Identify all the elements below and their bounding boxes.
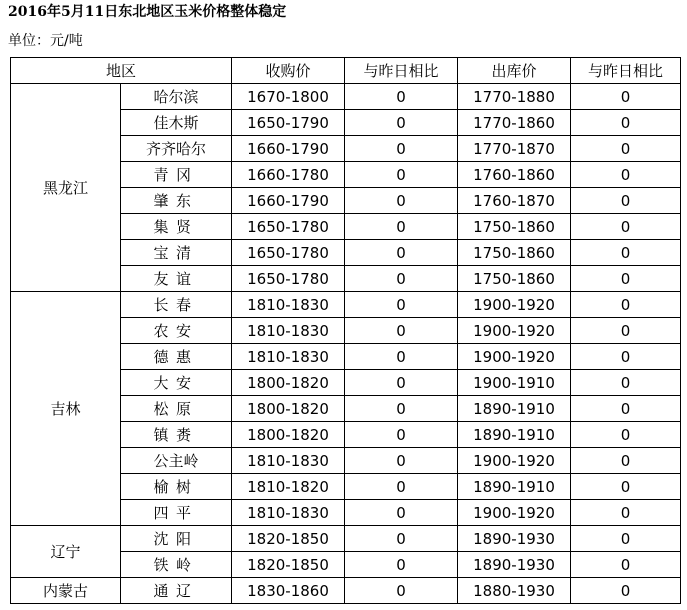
table-row xyxy=(11,84,681,110)
outbound-change-cell: 0 xyxy=(571,136,681,162)
outbound-change-cell: 0 xyxy=(571,214,681,240)
purchase-change-cell: 0 xyxy=(345,292,458,318)
outbound-change-cell: 0 xyxy=(571,526,681,552)
purchase-change-cell: 0 xyxy=(345,214,458,240)
table-row xyxy=(11,292,681,318)
outbound-change-cell: 0 xyxy=(571,396,681,422)
outbound-change-cell: 0 xyxy=(571,162,681,188)
purchase-change-cell: 0 xyxy=(345,110,458,136)
outbound-change-cell: 0 xyxy=(571,318,681,344)
page-title: 2016年5月11日东北地区玉米价格整体稳定 xyxy=(8,4,287,20)
outbound-price-cell: 1900-1920 xyxy=(458,318,571,344)
outbound-price-cell: 1900-1920 xyxy=(458,448,571,474)
outbound-price-cell: 1900-1910 xyxy=(458,370,571,396)
purchase-change-cell: 0 xyxy=(345,162,458,188)
table-row xyxy=(11,526,681,552)
outbound-change-cell: 0 xyxy=(571,240,681,266)
city-cell: 四平 xyxy=(121,500,232,526)
purchase-price-cell: 1650-1780 xyxy=(232,266,345,292)
purchase-change-cell: 0 xyxy=(345,396,458,422)
purchase-price-cell: 1800-1820 xyxy=(232,396,345,422)
outbound-change-cell: 0 xyxy=(571,84,681,110)
city-cell: 齐齐哈尔 xyxy=(121,136,232,162)
outbound-price-cell: 1890-1910 xyxy=(458,396,571,422)
purchase-price-cell: 1810-1830 xyxy=(232,344,345,370)
outbound-change-cell: 0 xyxy=(571,474,681,500)
city-cell: 集贤 xyxy=(121,214,232,240)
purchase-price-cell: 1810-1820 xyxy=(232,474,345,500)
city-cell: 青冈 xyxy=(121,162,232,188)
city-cell: 长春 xyxy=(121,292,232,318)
purchase-price-cell: 1660-1790 xyxy=(232,136,345,162)
outbound-change-cell: 0 xyxy=(571,448,681,474)
city-cell: 哈尔滨 xyxy=(121,84,232,110)
province-cell: 辽宁 xyxy=(11,526,121,578)
outbound-price-cell: 1750-1860 xyxy=(458,266,571,292)
city-cell: 松原 xyxy=(121,396,232,422)
header-purchase-change: 与昨日相比 xyxy=(345,58,458,84)
city-cell: 大安 xyxy=(121,370,232,396)
table-body xyxy=(11,84,681,604)
city-cell: 铁岭 xyxy=(121,552,232,578)
outbound-price-cell: 1760-1870 xyxy=(458,188,571,214)
city-cell: 镇赉 xyxy=(121,422,232,448)
table-row xyxy=(11,578,681,604)
purchase-price-cell: 1810-1830 xyxy=(232,318,345,344)
header-purchase-price: 收购价 xyxy=(232,58,345,84)
purchase-price-cell: 1670-1800 xyxy=(232,84,345,110)
province-cell: 黑龙江 xyxy=(11,84,121,292)
purchase-price-cell: 1820-1850 xyxy=(232,526,345,552)
purchase-change-cell: 0 xyxy=(345,448,458,474)
outbound-price-cell: 1890-1930 xyxy=(458,526,571,552)
purchase-change-cell: 0 xyxy=(345,526,458,552)
purchase-change-cell: 0 xyxy=(345,318,458,344)
purchase-price-cell: 1650-1780 xyxy=(232,240,345,266)
purchase-change-cell: 0 xyxy=(345,552,458,578)
city-cell: 佳木斯 xyxy=(121,110,232,136)
city-cell: 公主岭 xyxy=(121,448,232,474)
outbound-change-cell: 0 xyxy=(571,422,681,448)
outbound-price-cell: 1770-1870 xyxy=(458,136,571,162)
outbound-price-cell: 1890-1910 xyxy=(458,474,571,500)
purchase-change-cell: 0 xyxy=(345,240,458,266)
province-cell: 内蒙古 xyxy=(11,578,121,604)
city-cell: 通辽 xyxy=(121,578,232,604)
outbound-change-cell: 0 xyxy=(571,344,681,370)
city-cell: 宝清 xyxy=(121,240,232,266)
province-cell: 吉林 xyxy=(11,292,121,526)
purchase-change-cell: 0 xyxy=(345,84,458,110)
purchase-change-cell: 0 xyxy=(345,422,458,448)
city-cell: 榆树 xyxy=(121,474,232,500)
outbound-price-cell: 1770-1880 xyxy=(458,84,571,110)
purchase-price-cell: 1810-1830 xyxy=(232,292,345,318)
outbound-change-cell: 0 xyxy=(571,110,681,136)
city-cell: 德惠 xyxy=(121,344,232,370)
outbound-price-cell: 1900-1920 xyxy=(458,292,571,318)
outbound-price-cell: 1880-1930 xyxy=(458,578,571,604)
outbound-change-cell: 0 xyxy=(571,500,681,526)
purchase-price-cell: 1660-1780 xyxy=(232,162,345,188)
outbound-change-cell: 0 xyxy=(571,266,681,292)
purchase-change-cell: 0 xyxy=(345,370,458,396)
price-table xyxy=(10,57,681,604)
outbound-price-cell: 1900-1920 xyxy=(458,344,571,370)
header-outbound-change: 与昨日相比 xyxy=(571,58,681,84)
purchase-change-cell: 0 xyxy=(345,266,458,292)
outbound-price-cell: 1900-1920 xyxy=(458,500,571,526)
purchase-price-cell: 1820-1850 xyxy=(232,552,345,578)
purchase-price-cell: 1810-1830 xyxy=(232,448,345,474)
purchase-change-cell: 0 xyxy=(345,500,458,526)
outbound-change-cell: 0 xyxy=(571,578,681,604)
outbound-price-cell: 1770-1860 xyxy=(458,110,571,136)
outbound-change-cell: 0 xyxy=(571,552,681,578)
outbound-change-cell: 0 xyxy=(571,292,681,318)
purchase-price-cell: 1800-1820 xyxy=(232,370,345,396)
header-outbound-price: 出库价 xyxy=(458,58,571,84)
purchase-price-cell: 1660-1790 xyxy=(232,188,345,214)
purchase-price-cell: 1650-1790 xyxy=(232,110,345,136)
purchase-change-cell: 0 xyxy=(345,136,458,162)
purchase-change-cell: 0 xyxy=(345,474,458,500)
outbound-price-cell: 1890-1910 xyxy=(458,422,571,448)
purchase-price-cell: 1800-1820 xyxy=(232,422,345,448)
purchase-change-cell: 0 xyxy=(345,578,458,604)
outbound-price-cell: 1760-1860 xyxy=(458,162,571,188)
purchase-change-cell: 0 xyxy=(345,344,458,370)
outbound-price-cell: 1890-1930 xyxy=(458,552,571,578)
purchase-change-cell: 0 xyxy=(345,188,458,214)
purchase-price-cell: 1810-1830 xyxy=(232,500,345,526)
purchase-price-cell: 1650-1780 xyxy=(232,214,345,240)
outbound-price-cell: 1750-1860 xyxy=(458,240,571,266)
outbound-price-cell: 1750-1860 xyxy=(458,214,571,240)
city-cell: 肇东 xyxy=(121,188,232,214)
outbound-change-cell: 0 xyxy=(571,370,681,396)
purchase-price-cell: 1830-1860 xyxy=(232,578,345,604)
city-cell: 农安 xyxy=(121,318,232,344)
unit-label: 单位：元/吨 xyxy=(8,33,83,49)
city-cell: 沈阳 xyxy=(121,526,232,552)
city-cell: 友谊 xyxy=(121,266,232,292)
table-header-row xyxy=(11,58,681,84)
header-region: 地区 xyxy=(11,58,232,84)
outbound-change-cell: 0 xyxy=(571,188,681,214)
